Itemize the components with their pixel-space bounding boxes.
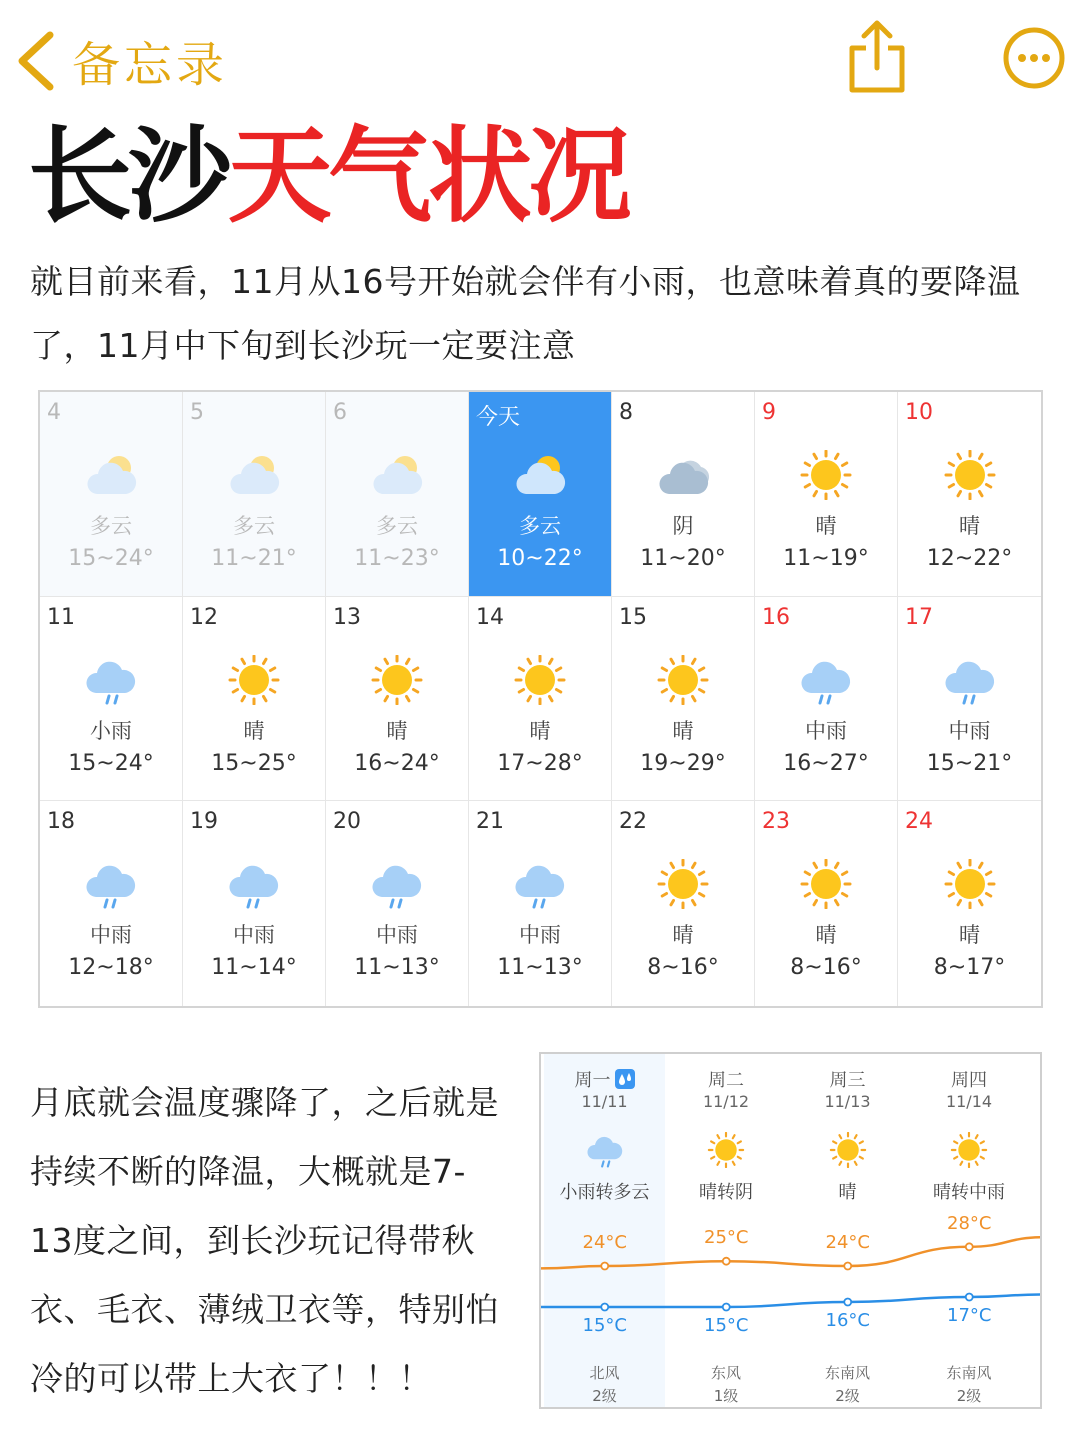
high-temp-label: 24°C	[825, 1232, 870, 1253]
calendar-day[interactable]	[40, 801, 183, 1006]
calendar-day[interactable]	[612, 801, 755, 1006]
sun-icon	[655, 859, 711, 909]
forecast-panel	[539, 1052, 1042, 1409]
clothing-note: 月底就会温度骤降了，之后就是持续不断的降温，大概就是7-13度之间，到长沙玩记得带秋衣、毛衣、薄绒卫衣等，特别怕冷的可以带上大衣了！！！	[30, 1083, 499, 1398]
calendar-day[interactable]	[755, 392, 898, 597]
day-number: 16	[762, 604, 790, 630]
temperature-range: 11~21°	[211, 546, 297, 571]
weather-condition: 晴	[386, 718, 408, 743]
sun-icon	[828, 1132, 868, 1168]
day-number: 12	[190, 604, 218, 630]
forecast-date: 11/11	[581, 1092, 628, 1111]
weather-condition: 多云	[90, 514, 132, 538]
forecast-weekday	[666, 1066, 787, 1092]
rain-icon	[942, 655, 998, 705]
sun-icon	[942, 859, 998, 909]
partly-cloudy-icon	[226, 450, 282, 500]
weekday-label: 周一	[574, 1070, 611, 1091]
high-temp-label: 25°C	[704, 1227, 749, 1249]
day-number: 4	[47, 400, 61, 425]
rain-icon	[83, 859, 139, 909]
calendar-day[interactable]	[183, 392, 326, 597]
wind-level: 2级	[956, 1387, 982, 1405]
day-number: 5	[190, 400, 204, 425]
temperature-range: 8~17°	[933, 955, 1006, 981]
temperature-range: 16~24°	[354, 750, 440, 776]
weather-condition: 晴	[815, 514, 837, 538]
day-number: 今天	[476, 405, 521, 430]
low-temp-label: 17°C	[947, 1305, 992, 1326]
calendar-day[interactable]	[898, 801, 1041, 1006]
sun-icon	[369, 655, 425, 705]
back-button[interactable]	[14, 26, 228, 95]
sun-icon	[512, 655, 568, 705]
weather-condition: 晴	[959, 514, 980, 538]
sun-icon	[942, 450, 998, 500]
forecast-date: 11/12	[702, 1092, 750, 1111]
calendar-day[interactable]	[755, 801, 898, 1006]
forecast-day[interactable]	[544, 1054, 665, 1407]
title-city: 长沙	[28, 115, 229, 237]
rain-icon	[512, 859, 568, 909]
temperature-range: 15~25°	[211, 750, 297, 776]
day-number: 21	[476, 809, 504, 835]
forecast-date: 11/14	[945, 1092, 993, 1111]
calendar-day[interactable]	[469, 392, 612, 597]
temperature-range: 16~27°	[783, 750, 869, 776]
wind-level: 1级	[713, 1387, 739, 1405]
share-icon[interactable]	[846, 18, 908, 96]
temperature-range: 11~13°	[497, 955, 583, 981]
wind-direction: 东南风	[946, 1364, 992, 1382]
rain-icon	[226, 859, 282, 909]
forecast-weekday	[544, 1066, 665, 1092]
temperature-range: 15~21°	[926, 750, 1013, 776]
forecast-condition: 小雨转多云	[559, 1182, 650, 1203]
partly-cloudy-icon	[512, 450, 568, 500]
weather-condition: 中雨	[948, 718, 991, 743]
day-number: 22	[619, 809, 647, 835]
day-number: 18	[47, 809, 75, 835]
rain-icon	[369, 859, 425, 909]
weather-condition: 多云	[519, 514, 561, 538]
wind-direction: 东南风	[824, 1364, 870, 1382]
chevron-left-icon	[14, 29, 58, 93]
calendar-day[interactable]	[40, 392, 183, 597]
high-temp-label: 24°C	[582, 1232, 627, 1253]
temperature-range: 12~22°	[926, 546, 1013, 571]
sun-icon	[655, 655, 711, 705]
temperature-range: 15~24°	[68, 750, 154, 776]
forecast-condition: 晴	[838, 1182, 857, 1203]
high-temp-label: 28°C	[947, 1212, 992, 1234]
wind-level: 2级	[592, 1387, 617, 1405]
calendar-day[interactable]	[326, 392, 469, 597]
back-label: 备忘录	[72, 37, 229, 93]
weekday-label: 周三	[829, 1070, 866, 1091]
weather-condition: 晴	[529, 718, 551, 743]
forecast-day[interactable]	[787, 1054, 908, 1407]
calendar-day[interactable]	[40, 597, 183, 802]
rain-alert-icon	[615, 1069, 635, 1089]
temperature-range: 17~28°	[497, 750, 583, 776]
wind-direction: 东风	[710, 1364, 741, 1382]
calendar-day[interactable]	[469, 801, 612, 1006]
temperature-range: 19~29°	[640, 750, 726, 776]
day-number: 9	[762, 400, 776, 425]
calendar-day[interactable]	[898, 392, 1041, 597]
weekday-label: 周四	[951, 1070, 987, 1091]
wind-direction: 北风	[589, 1364, 620, 1382]
low-temp-label: 15°C	[582, 1315, 627, 1336]
forecast-condition: 晴转阴	[699, 1182, 753, 1203]
calendar-day[interactable]	[326, 801, 469, 1006]
weather-condition: 多云	[376, 514, 418, 538]
calendar-grid	[40, 392, 1041, 1006]
sun-icon	[798, 450, 854, 500]
weather-condition: 晴	[243, 718, 265, 743]
forecast-condition: 晴转中雨	[933, 1182, 1005, 1203]
day-number: 17	[905, 604, 933, 630]
sun-icon	[949, 1132, 989, 1168]
calendar-day[interactable]	[183, 801, 326, 1006]
weather-condition: 小雨	[90, 718, 132, 743]
weather-condition: 晴	[672, 923, 694, 948]
weather-condition: 晴	[959, 923, 980, 948]
intro-paragraph: 就目前来看，11月从16号开始就会伴有小雨，也意味着真的要降温了，11月中下旬到长沙玩一定要注意	[30, 262, 1021, 365]
weekday-label: 周二	[708, 1070, 744, 1091]
rain-icon	[798, 655, 854, 705]
temperature-range: 12~18°	[68, 955, 154, 981]
temperature-range: 11~13°	[354, 955, 440, 981]
calendar-day[interactable]	[612, 597, 755, 802]
temperature-range: 15~24°	[68, 546, 154, 571]
weather-condition: 中雨	[805, 718, 847, 743]
day-number: 11	[47, 604, 75, 630]
weather-condition: 阴	[672, 514, 694, 538]
light-rain-icon	[585, 1132, 625, 1168]
calendar-day[interactable]	[469, 597, 612, 802]
day-number: 19	[190, 809, 218, 835]
partly-cloudy-icon	[369, 450, 425, 500]
temperature-range: 8~16°	[647, 955, 719, 981]
calendar-day[interactable]	[612, 392, 755, 597]
forecast-weekday	[787, 1066, 908, 1092]
sun-icon	[226, 655, 282, 705]
day-number: 8	[619, 400, 633, 425]
calendar-day[interactable]	[755, 597, 898, 802]
forecast-date: 11/13	[824, 1092, 871, 1111]
temperature-range: 11~20°	[640, 546, 726, 571]
partly-cloudy-icon	[83, 450, 139, 500]
day-number: 10	[905, 400, 933, 425]
page-title	[28, 116, 628, 236]
weather-condition: 晴	[672, 718, 694, 743]
temperature-range: 11~19°	[783, 546, 869, 571]
temperature-range: 10~22°	[497, 546, 583, 571]
temperature-range: 8~16°	[790, 955, 862, 981]
day-number: 14	[476, 604, 504, 630]
calendar-day[interactable]	[898, 597, 1041, 802]
low-temp-label: 16°C	[825, 1310, 870, 1331]
day-number: 13	[333, 604, 361, 630]
weather-calendar	[38, 390, 1043, 1008]
calendar-day[interactable]	[326, 597, 469, 802]
more-icon[interactable]	[1002, 26, 1066, 90]
day-number: 23	[762, 809, 790, 835]
sun-icon	[798, 859, 854, 909]
day-number: 6	[333, 400, 347, 425]
weather-condition: 中雨	[519, 923, 561, 948]
weather-condition: 中雨	[376, 923, 418, 948]
temperature-range: 11~14°	[211, 955, 297, 981]
weather-condition: 多云	[233, 514, 275, 538]
low-temp-label: 15°C	[704, 1315, 749, 1336]
overcast-icon	[655, 450, 711, 500]
weather-condition: 中雨	[233, 923, 275, 948]
forecast-weekday	[909, 1066, 1030, 1092]
weather-condition: 中雨	[90, 923, 132, 948]
day-number: 24	[905, 809, 933, 835]
day-number: 15	[619, 604, 647, 630]
light-rain-icon	[83, 655, 139, 705]
top-bar	[0, 0, 1080, 115]
wind-level: 2级	[835, 1387, 860, 1405]
title-topic: 天气状况	[228, 115, 629, 237]
calendar-day[interactable]	[183, 597, 326, 802]
weather-condition: 晴	[815, 923, 837, 948]
day-number: 20	[333, 809, 361, 835]
sun-icon	[706, 1132, 746, 1168]
temperature-range: 11~23°	[354, 546, 440, 571]
